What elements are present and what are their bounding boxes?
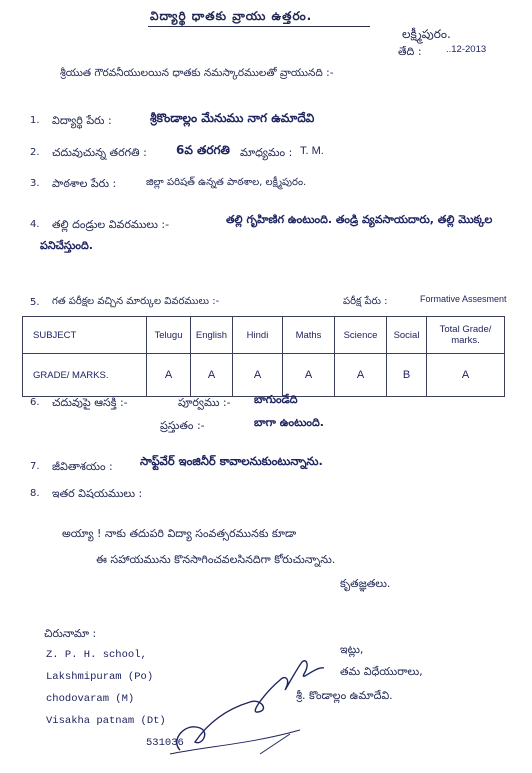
row-label: GRADE/ MARKS. [23,354,147,397]
interest-past-value: బాగుండేది [254,393,298,406]
header-subject: SUBJECT [23,317,147,354]
signoff-vidheyuralu: తమ విధేయురాలు, [340,665,423,678]
header-social: Social [387,317,427,354]
address-pincode: 531036 [146,737,184,749]
closing-line-1: అయ్యా ! నాకు తదుపరి విద్యా సంవత్సరమునకు కూడా [62,527,297,540]
date-value: ..12-2013 [446,44,487,55]
grade-telugu: A [147,354,191,397]
place-name: లక్ష్మీపురం. [402,27,451,41]
header-english: English [191,317,233,354]
other-label: ఇతర విషయములు : [52,487,143,500]
address-label: చిరునామా : [44,627,97,640]
ambition-value: సాఫ్ట్‌వేర్ ఇంజినీర్ కావాలనుకుంటున్నాను. [140,454,323,468]
address-line-3: chodovaram (M) [46,693,135,705]
closing-line-2: ఈ సహాయమును కొనసాగించవలసినదిగా కోరుచున్నాను. [96,553,336,566]
interest-present-label: ప్రస్తుతం :- [160,419,205,432]
parents-details-value-line2: పనిచేస్తుంది. [40,239,93,252]
interest-present-value: బాగా ఉంటుంది. [254,416,324,429]
salutation: శ్రీయుత గౌరవనీయులయిన ధాతకు నమస్కారములతో వ్రాయునది :- [60,67,334,79]
interest-past-label: పూర్వము :- [178,396,231,409]
item-3-label: పాఠశాల పేరు : [52,177,117,190]
item-6-number: 6. [30,397,40,408]
item-3-number: 3. [30,178,40,189]
item-2-label: చదువుచున్న తరగతి : [52,146,147,159]
grade-total: A [427,354,505,397]
school-name-value: జిల్లా పరిషత్ ఉన్నత పాఠశాల, లక్ష్మీపురం. [146,177,307,188]
ambition-label: జీవితాశయం : [52,460,113,473]
medium-label: మాధ్యమం : [240,146,293,159]
grades-table [22,316,505,397]
grades-row [23,354,505,397]
date-label: తేది : [398,45,422,58]
item-8-number: 8. [30,488,40,499]
title-underline [148,26,370,27]
grade-social: B [387,354,427,397]
header-maths: Maths [283,317,335,354]
address-line-1: Z. P. H. school, [46,649,147,661]
item-4-label: తల్లి దండ్రుల వివరములు :- [52,218,170,231]
parents-details-value: తల్లి గృహిణిగ ఉంటుంది. తండ్రి వ్యవసాయదారు, తల్లి మొక్కల [226,213,493,226]
interest-label: చదువుపై ఆసక్తి :- [52,396,128,409]
address-line-2: Lakshmipuram (Po) [46,671,154,683]
student-name-value: శ్రీకొండాల్లం మేనుము నాగ ఉమాదేవి [150,111,315,125]
header-telugu: Telugu [147,317,191,354]
grade-science: A [335,354,387,397]
header-total: Total Grade/ marks. [427,317,505,354]
grade-hindi: A [233,354,283,397]
header-science: Science [335,317,387,354]
exam-name-value: Formative Assesment [420,294,507,304]
item-1-number: 1. [30,115,40,126]
medium-value: T. M. [300,145,324,157]
class-value: 6వ తరగతి [176,143,230,157]
grade-english: A [191,354,233,397]
item-4-number: 4. [30,219,40,230]
signoff-name: శ్రీ. కొండాల్లం ఉమాదేవి. [296,689,393,702]
signature-scribble [140,650,340,760]
item-1-label: విద్యార్థి పేరు : [52,114,112,127]
closing-thanks: కృతజ్ఞతలు. [340,577,391,590]
header-hindi: Hindi [233,317,283,354]
address-line-4: Visakha patnam (Dt) [46,715,166,727]
exam-name-label: పరీక్ష పేరు : [343,296,388,307]
grade-maths: A [283,354,335,397]
item-5-number: 5. [30,297,40,308]
item-2-number: 2. [30,147,40,158]
letter-title: విద్యార్థి ధాతకు వ్రాయు ఉత్తరం. [150,9,313,23]
signoff-ittlu: ఇట్లు, [340,643,364,656]
item-7-number: 7. [30,461,40,472]
item-5-label: గత పరీక్షల వచ్చిన మార్కుల వివరములు :- [52,296,220,307]
grades-header-row [23,317,505,354]
